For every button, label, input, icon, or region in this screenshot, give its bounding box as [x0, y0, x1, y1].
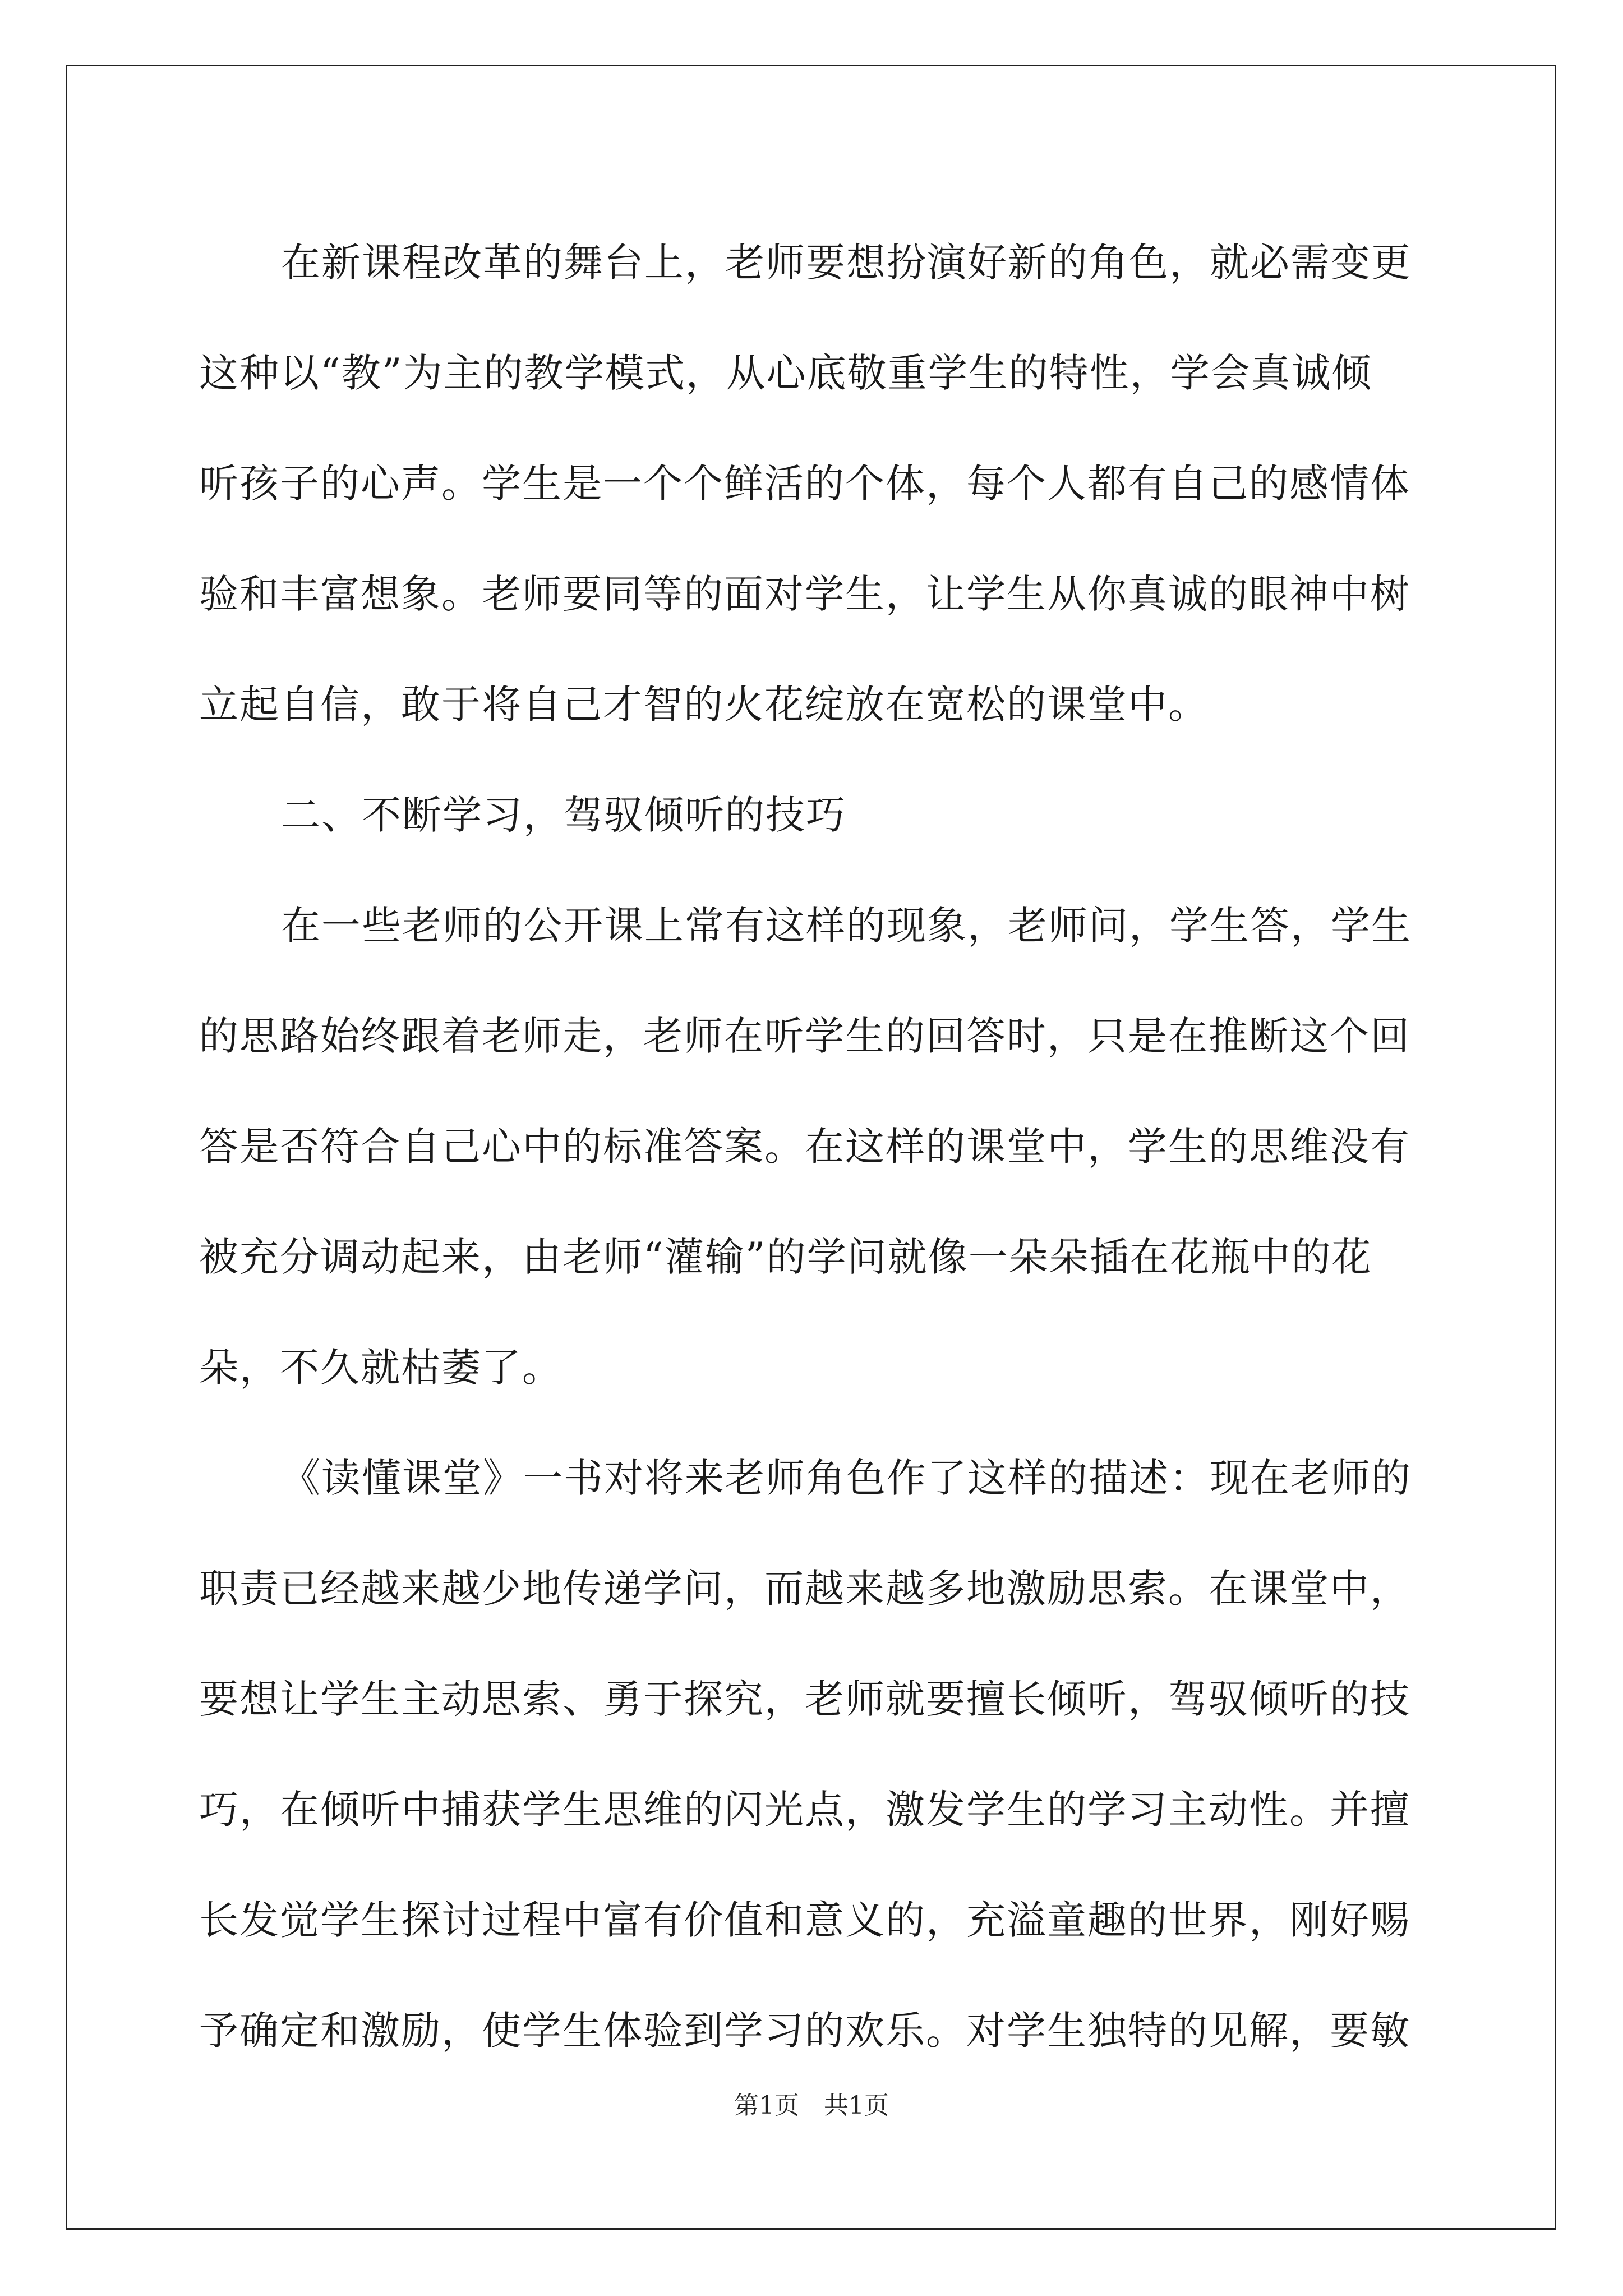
paragraph-line: 朵，不久就枯萎了。: [199, 1345, 562, 1391]
paragraph-line: 《读懂课堂》一书对将来老师角色作了这样的描述：现在老师的: [281, 1455, 1412, 1501]
paragraph-line: 这种以“教”为主的教学模式，从心底敬重学生的特性，学会真诚倾: [199, 350, 1372, 396]
paragraph-line: 要想让学生主动思索、勇于探究，老师就要擅长倾听，驾驭倾听的技: [199, 1676, 1410, 1722]
page-footer: 第1页 共1页: [734, 2091, 889, 2120]
paragraph-line: 答是否符合自己心中的标准答案。在这样的课堂中，学生的思维没有: [199, 1124, 1410, 1170]
paragraph-line: 在新课程改革的舞台上，老师要想扮演好新的角色，就必需变更: [281, 240, 1412, 286]
paragraph-line: 被充分调动起来，由老师“灌输”的学问就像一朵朵插在花瓶中的花: [199, 1234, 1372, 1280]
paragraph-line: 长发觉学生探讨过程中富有价值和意义的，充溢童趣的世界，刚好赐: [199, 1897, 1410, 1943]
section-heading: 二、不断学习，驾驭倾听的技巧: [281, 792, 846, 838]
paragraph-line: 验和丰富想象。老师要同等的面对学生，让学生从你真诚的眼神中树: [199, 571, 1410, 617]
paragraph-line: 予确定和激励，使学生体验到学习的欢乐。对学生独特的见解，要敏: [199, 2008, 1410, 2054]
paragraph-line: 职责已经越来越少地传递学问，而越来越多地激励思索。在课堂中，: [199, 1566, 1410, 1612]
paragraph-line: 的思路始终跟着老师走，老师在听学生的回答时，只是在推断这个回: [199, 1013, 1410, 1059]
paragraph-line: 巧，在倾听中捕获学生思维的闪光点，激发学生的学习主动性。并擅: [199, 1787, 1410, 1833]
paragraph-line: 在一些老师的公开课上常有这样的现象，老师问，学生答，学生: [281, 903, 1412, 949]
paragraph-line: 立起自信，敢于将自己才智的火花绽放在宽松的课堂中。: [199, 682, 1209, 728]
paragraph-line: 听孩子的心声。学生是一个个鲜活的个体，每个人都有自己的感情体: [199, 461, 1410, 507]
document-body: [199, 208, 1433, 2086]
